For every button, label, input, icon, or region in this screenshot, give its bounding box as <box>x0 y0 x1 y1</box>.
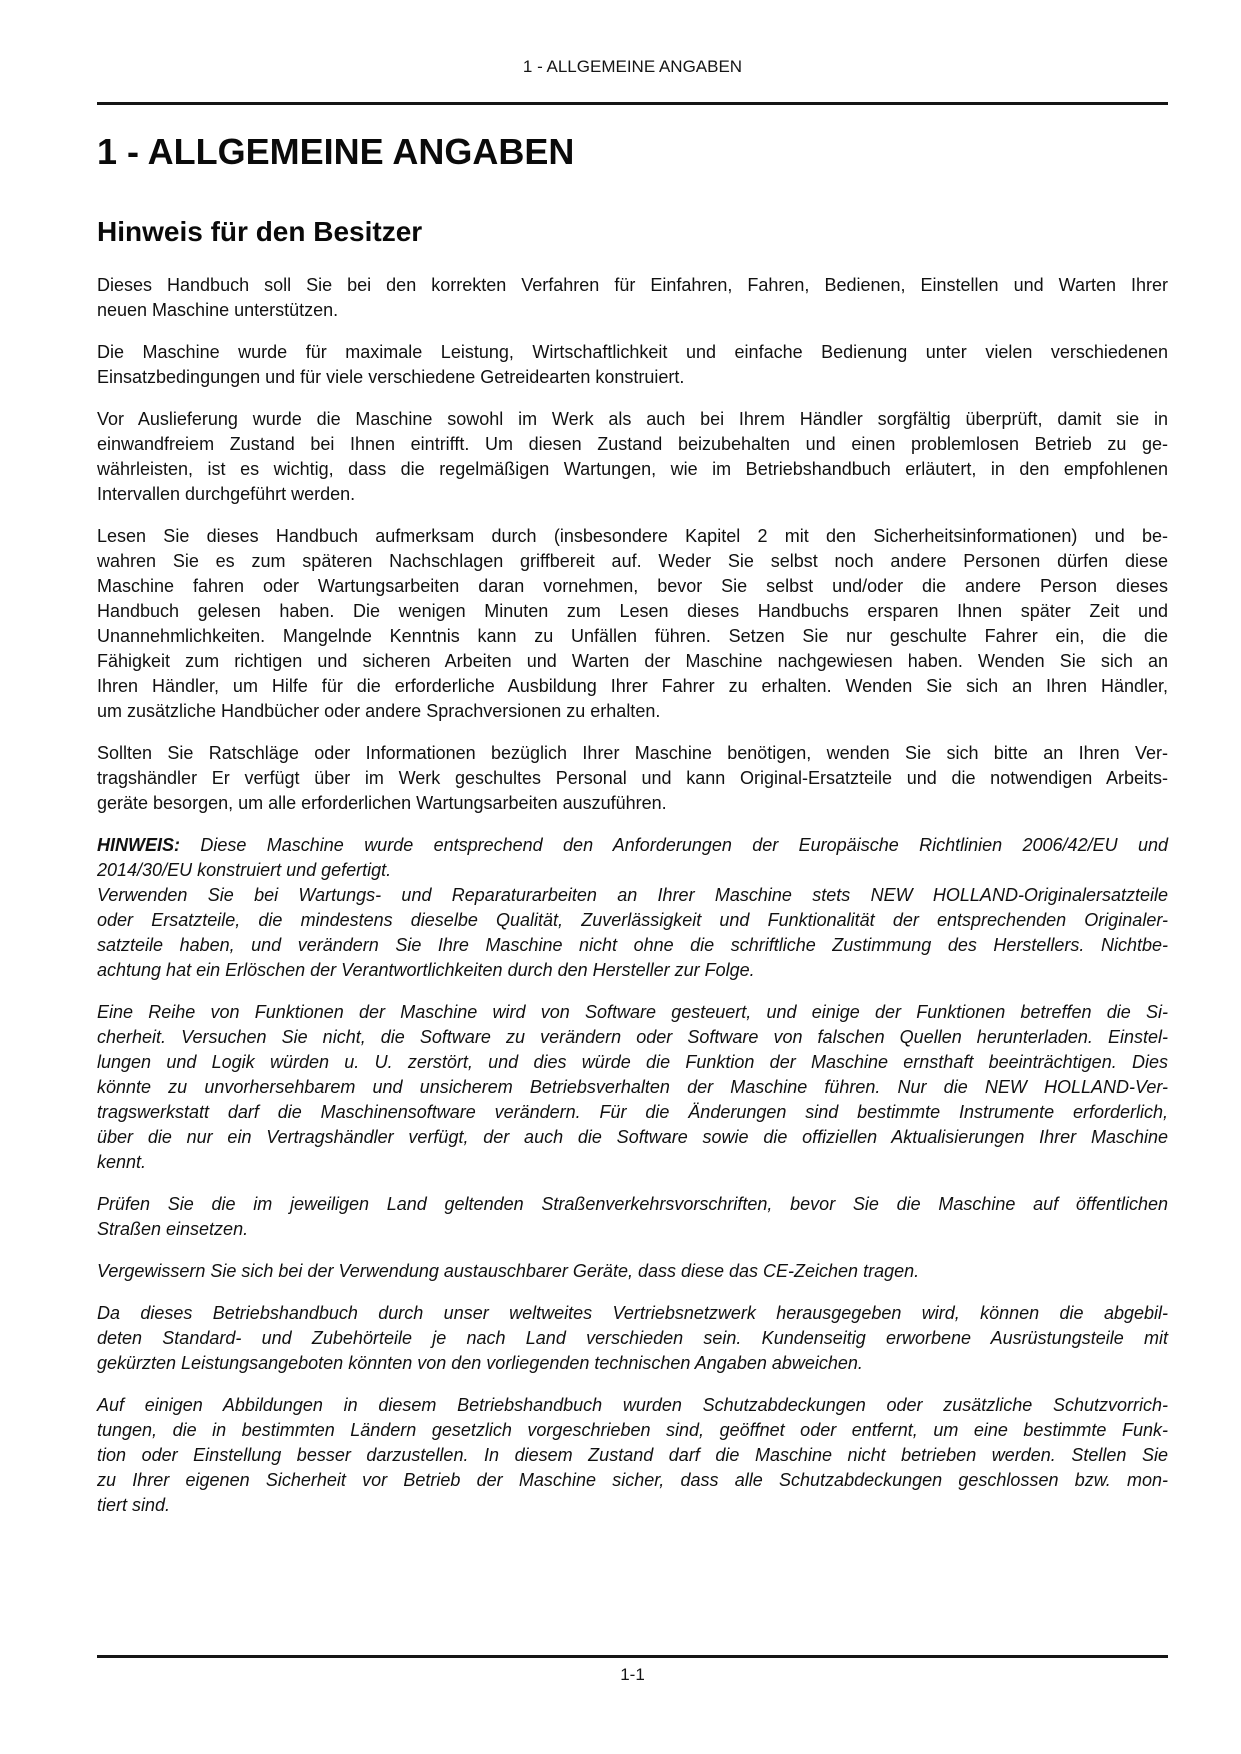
paragraph <box>97 407 1168 507</box>
paragraph-line: Maschine fahren oder Wartungsarbeiten daran vornehmen, bevor Sie selbst und/oder die andere Person dieses <box>97 576 1168 596</box>
paragraph-line: cherheit. Versuchen Sie nicht, die Software zu verändern oder Software von falschen Quellen herunterladen. Einstel- <box>97 1027 1168 1047</box>
content-column <box>97 0 1168 1518</box>
paragraph-line: Eine Reihe von Funktionen der Maschine wird von Software gesteuert, und einige der Funktionen betreffen die Si- <box>97 1002 1168 1022</box>
paragraph-line: tungen, die in bestimmten Ländern gesetzlich vorgeschrieben sind, geöffnet oder entfernt, um eine bestimmte Funk- <box>97 1420 1168 1440</box>
paragraph-line: neuen Maschine unterstützen. <box>97 300 339 320</box>
page-header <box>97 0 1168 105</box>
running-header: 1 - ALLGEMEINE ANGABEN <box>522 57 743 76</box>
page-footer <box>97 1655 1168 1685</box>
paragraph <box>97 1301 1168 1376</box>
paragraph-line: Handbuch gelesen haben. Die wenigen Minuten zum Lesen dieses Handbuchs ersparen Ihnen später Zeit und <box>97 601 1168 621</box>
paragraph <box>97 1259 1168 1284</box>
page-number: 1-1 <box>620 1665 645 1684</box>
chapter-title: 1 - ALLGEMEINE ANGABEN <box>97 131 575 172</box>
paragraph-line: tiert sind. <box>97 1495 171 1515</box>
paragraph-line: Sollten Sie Ratschläge oder Informationen bezüglich Ihrer Maschine benötigen, wenden Sie sich bitte an Ihren Ver- <box>97 743 1168 763</box>
paragraph-line: Einsatzbedingungen und für viele verschiedene Getreidearten konstruiert. <box>97 367 685 387</box>
paragraph-line: HINWEIS: Diese Maschine wurde entsprechend den Anforderungen der Europäische Richtlinien 2006/42/EU und <box>97 835 1168 855</box>
paragraph-line: oder Ersatzteile, die mindestens dieselbe Qualität, Zuverlässigkeit und Funktionalität der entsprechenden Originaler- <box>97 910 1168 930</box>
paragraph-line: Intervallen durchgeführt werden. <box>97 484 356 504</box>
paragraph-line: Prüfen Sie die im jeweiligen Land geltenden Straßenverkehrsvorschriften, bevor Sie die Maschine auf öffentlichen <box>97 1194 1168 1214</box>
paragraph-line: achtung hat ein Erlöschen der Verantwortlichkeiten durch den Hersteller zur Folge. <box>97 960 755 980</box>
paragraph-line: währleisten, ist es wichtig, dass die regelmäßigen Wartungen, wie im Betriebshandbuch erläutert, in den empfohlenen <box>97 459 1168 479</box>
paragraph-line: Dieses Handbuch soll Sie bei den korrekten Verfahren für Einfahren, Fahren, Bedienen, Einstellen und Warten Ihrer <box>97 275 1168 295</box>
paragraph <box>97 1393 1168 1518</box>
paragraph-line: über die nur ein Vertragshändler verfügt, der auch die Software sowie die offiziellen Aktualisierungen Ihrer Maschine <box>97 1127 1168 1147</box>
paragraph-line: tragshändler Er verfügt über im Werk geschultes Personal und kann Original-Ersatzteile und die notwendigen Arbeits- <box>97 768 1168 788</box>
paragraph-line: Vergewissern Sie sich bei der Verwendung austauschbarer Geräte, dass diese das CE-Zeichen tragen. <box>97 1261 920 1281</box>
paragraph-line: Straßen einsetzen. <box>97 1219 249 1239</box>
paragraph-line: kennt. <box>97 1152 147 1172</box>
header-rule <box>97 102 1168 105</box>
paragraph <box>97 524 1168 724</box>
paragraph-line: Auf einigen Abbildungen in diesem Betriebshandbuch wurden Schutzabdeckungen oder zusätzliche Schutzvorrich- <box>97 1395 1168 1415</box>
paragraph-line: Die Maschine wurde für maximale Leistung, Wirtschaftlichkeit und einfache Bedienung unter vielen verschiedenen <box>97 342 1168 362</box>
page-body <box>97 131 1168 1518</box>
paragraph-line: Lesen Sie dieses Handbuch aufmerksam durch (insbesondere Kapitel 2 mit den Sicherheitsinformationen) und be- <box>97 526 1168 546</box>
body-paragraphs <box>97 273 1168 1518</box>
paragraph-line: lungen und Logik würden u. U. zerstört, und dies würde die Funktion der Maschine ernsthaft beeinträchtigen. Dies <box>97 1052 1168 1072</box>
note-label: HINWEIS: <box>97 835 180 855</box>
paragraph <box>97 1192 1168 1242</box>
paragraph-line: Vor Auslieferung wurde die Maschine sowohl im Werk als auch bei Ihrem Händler sorgfältig überprüft, damit sie in <box>97 409 1168 429</box>
paragraph-line: Ihren Händler, um Hilfe für die erforderliche Ausbildung Ihrer Fahrer zu erhalten. Wenden Sie sich an Ihren Händler, <box>97 676 1168 696</box>
paragraph-line: könnte zu unvorhersehbarem und unsicherem Betriebsverhalten der Maschine führen. Nur die NEW HOLLAND-Ver- <box>97 1077 1168 1097</box>
paragraph-line: tragswerkstatt darf die Maschinensoftware verändern. Für die Änderungen sind bestimmte Instrumente erforderlich, <box>97 1102 1168 1122</box>
paragraph-line: Unannehmlichkeiten. Mangelnde Kenntnis kann zu Unfällen führen. Setzen Sie nur geschulte Fahrer ein, die die <box>97 626 1168 646</box>
paragraph-line: um zusätzliche Handbücher oder andere Sprachversionen zu erhalten. <box>97 701 661 721</box>
paragraph-line: geräte besorgen, um alle erforderlichen Wartungsarbeiten auszuführen. <box>97 793 667 813</box>
footer-rule <box>97 1655 1168 1658</box>
paragraph-line: einwandfreiem Zustand bei Ihnen eintrifft. Um diesen Zustand beizubehalten und einen problemlosen Betrieb zu ge- <box>97 434 1168 454</box>
paragraph-line: zu Ihrer eigenen Sicherheit vor Betrieb der Maschine sicher, dass alle Schutzabdeckungen geschlossen bzw. mon- <box>97 1470 1168 1490</box>
paragraph-line: satzteile haben, und verändern Sie Ihre Maschine nicht ohne die schriftliche Zustimmung des Herstellers. Nichtbe- <box>97 935 1168 955</box>
section-heading: Hinweis für den Besitzer <box>97 216 423 247</box>
paragraph-line: 2014/30/EU konstruiert und gefertigt. <box>97 860 392 880</box>
paragraph-line: wahren Sie es zum späteren Nachschlagen griffbereit auf. Weder Sie selbst noch andere Personen dürfen diese <box>97 551 1168 571</box>
paragraph-line: Fähigkeit zum richtigen und sicheren Arbeiten und Warten der Maschine nachgewiesen haben. Wenden Sie sich an <box>97 651 1168 671</box>
paragraph <box>97 833 1168 883</box>
paragraph-line: deten Standard- und Zubehörteile je nach Land verschieden sein. Kundenseitig erworbene Ausrüstungsteile mit <box>97 1328 1168 1348</box>
paragraph <box>97 883 1168 983</box>
paragraph-line: gekürzten Leistungsangeboten könnten von den vorliegenden technischen Angaben abweichen. <box>97 1353 863 1373</box>
paragraph <box>97 1000 1168 1175</box>
paragraph <box>97 340 1168 390</box>
paragraph-line: Verwenden Sie bei Wartungs- und Reparaturarbeiten an Ihrer Maschine stets NEW HOLLAND-Originalersatzteile <box>97 885 1168 905</box>
paragraph <box>97 273 1168 323</box>
paragraph-line: tion oder Einstellung besser darzustellen. In diesem Zustand darf die Maschine nicht betrieben werden. Stellen Sie <box>97 1445 1168 1465</box>
paragraph <box>97 741 1168 816</box>
paragraph-line: Da dieses Betriebshandbuch durch unser weltweites Vertriebsnetzwerk herausgegeben wird, können die abgebil- <box>97 1303 1168 1323</box>
